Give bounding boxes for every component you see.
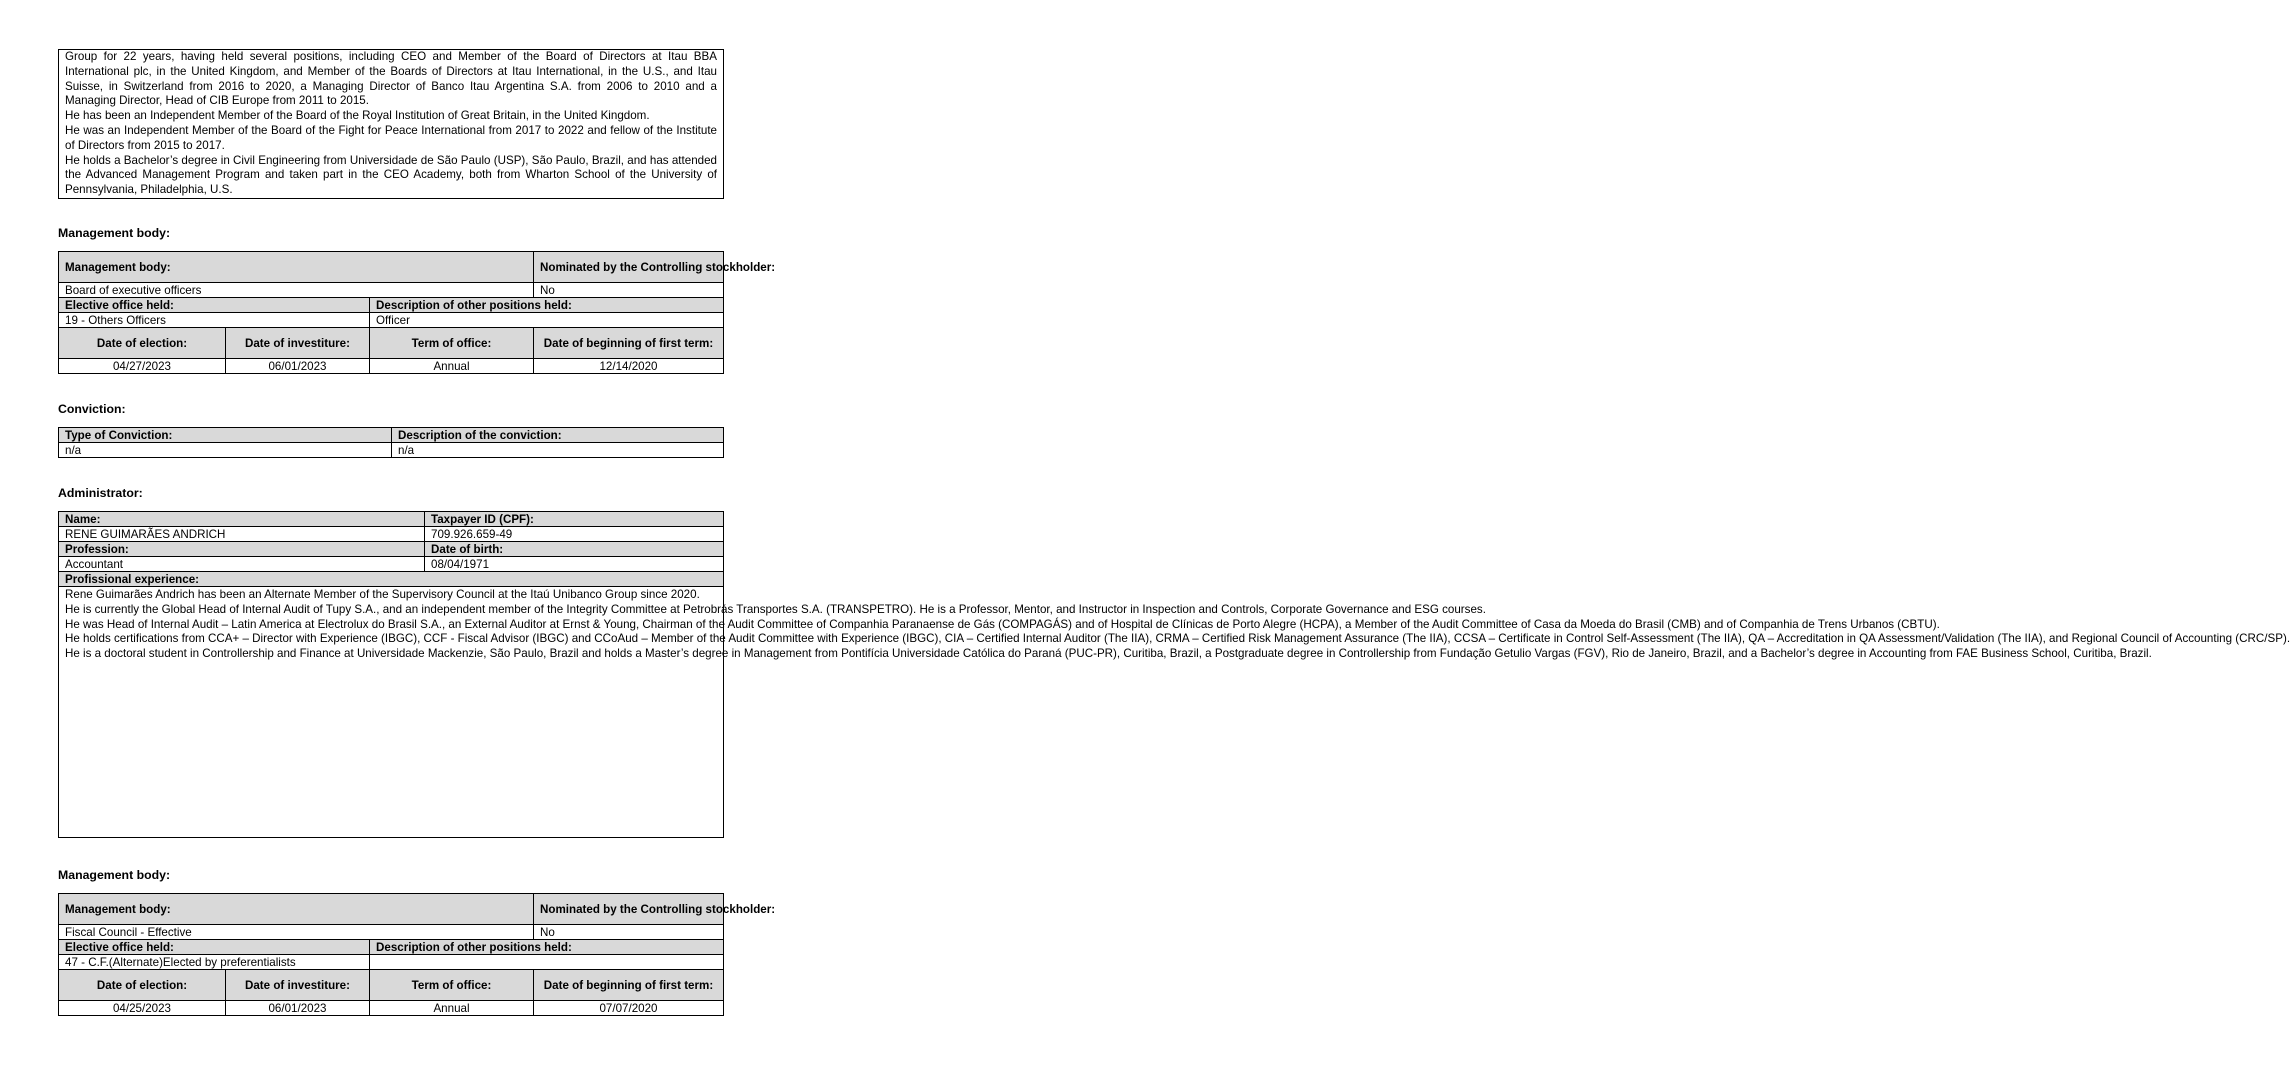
- elective-office-value: 47 - C.F.(Alternate)Elected by preferentialists: [59, 955, 370, 970]
- management-body-label: Management body:: [59, 894, 534, 925]
- intro-paragraph: He holds a Bachelor’s degree in Civil Engineering from Universidade de São Paulo (USP), São Paulo, Brazil, and has attended the Advanced Management Program and taken part in the CEO Academy, both from Wharton School of the University of Pennsylvania, Philadelphia, U.S.: [65, 153, 717, 197]
- experience-label: Profissional experience:: [59, 572, 724, 587]
- other-positions-label: Description of other positions held:: [370, 298, 724, 313]
- profession-value: Accountant: [59, 557, 425, 572]
- intro-paragraph: Group for 22 years, having held several positions, including CEO and Member of the Board of Directors at Itau BBA International plc, in the United Kingdom, and Member of the Boards of Directors at Itau International, in the U.S., and Itau Suisse, in Switzerland from 2016 to 2020, a Managing Director of Banco Itau Argentina S.A. from 2006 to 2010 and a Managing Director, Head of CIB Europe from 2011 to 2015.: [65, 50, 717, 108]
- conviction-table: [58, 427, 724, 458]
- management-body-table: [58, 893, 776, 1016]
- management-body-heading: Management body:: [58, 226, 171, 240]
- nominated-value: No: [534, 283, 724, 298]
- experience-paragraph: He was Head of Internal Audit – Latin America at Electrolux do Brasil S.A., an External Auditor at Ernst & Young, Chairman of the Audit Committee of Companhia Paranaense de Gás (COMPAGÁS) and of Hospital de Clínicas de Porto Alegre (HCPA), a Member of the Audit Committee of Casa da Moeda do Brasil (CMB) and of Companhia de Trens Urbanos (CBTU).: [65, 617, 1940, 631]
- experience-cell: [59, 587, 2290, 838]
- first-term-date-value: 12/14/2020: [534, 359, 724, 374]
- birth-date-label: Date of birth:: [425, 542, 724, 557]
- cpf-label: Taxpayer ID (CPF):: [425, 512, 724, 527]
- conviction-type-label: Type of Conviction:: [59, 428, 392, 443]
- intro-paragraph: He has been an Independent Member of the Board of the Royal Institution of Great Britain, in the United Kingdom.: [65, 109, 650, 123]
- term-of-office-value: Annual: [370, 359, 534, 374]
- election-date-value: 04/25/2023: [59, 1001, 226, 1016]
- election-date-label: Date of election:: [59, 328, 226, 359]
- elective-office-value: 19 - Others Officers: [59, 313, 370, 328]
- management-body-label: Management body:: [59, 252, 534, 283]
- elective-office-label: Elective office held:: [59, 940, 370, 955]
- other-positions-value: Officer: [370, 313, 724, 328]
- election-date-label: Date of election:: [59, 970, 226, 1001]
- investiture-date-value: 06/01/2023: [226, 1001, 370, 1016]
- profession-label: Profession:: [59, 542, 425, 557]
- management-body-table: [58, 251, 776, 374]
- experience-paragraph: Rene Guimarães Andrich has been an Alternate Member of the Supervisory Council at the Itaú Unibanco Group since 2020.: [65, 588, 700, 601]
- intro-experience-box: [58, 49, 724, 199]
- term-of-office-label: Term of office:: [370, 328, 534, 359]
- name-value: RENE GUIMARÃES ANDRICH: [59, 527, 425, 542]
- nominated-label: Nominated by the Controlling stockholder:: [534, 894, 724, 925]
- conviction-description-label: Description of the conviction:: [392, 428, 724, 443]
- administrator-heading: Administrator:: [58, 486, 143, 500]
- first-term-date-label: Date of beginning of first term:: [534, 970, 724, 1001]
- nominated-value: No: [534, 925, 724, 940]
- management-body-value: Fiscal Council - Effective: [59, 925, 534, 940]
- nominated-label: Nominated by the Controlling stockholder:: [534, 252, 724, 283]
- conviction-type-value: n/a: [59, 443, 392, 458]
- elective-office-label: Elective office held:: [59, 298, 370, 313]
- investiture-date-label: Date of investiture:: [226, 328, 370, 359]
- other-positions-value: [370, 955, 724, 970]
- cpf-value: 709.926.659-49: [425, 527, 724, 542]
- birth-date-value: 08/04/1971: [425, 557, 724, 572]
- investiture-date-label: Date of investiture:: [226, 970, 370, 1001]
- administrator-table: [58, 511, 2290, 838]
- experience-paragraph: He holds certifications from CCA+ – Director with Experience (IBGC), CCF - Fiscal Advisor (IBGC) and CCoAud – Member of the Audit Committee with Experience (IBGC), CIA – Certified Internal Auditor (The IIA), CRMA – Certified Risk Management Assurance (The IIA), CCSA – Certificate in Control Self-Assessment (The IIA), QA – Accreditation in QA Assessment/Validation (The IIA), and Regional Council of Accounting (CRC/SP).: [65, 632, 2290, 646]
- term-of-office-value: Annual: [370, 1001, 534, 1016]
- conviction-description-value: n/a: [392, 443, 724, 458]
- name-label: Name:: [59, 512, 425, 527]
- first-term-date-label: Date of beginning of first term:: [534, 328, 724, 359]
- intro-paragraph: He was an Independent Member of the Board of the Fight for Peace International from 2017 to 2022 and fellow of the Institute of Directors from 2015 to 2017.: [65, 123, 717, 152]
- management-body-heading: Management body:: [58, 868, 171, 882]
- other-positions-label: Description of other positions held:: [370, 940, 724, 955]
- management-body-value: Board of executive officers: [59, 283, 534, 298]
- experience-paragraph: He is currently the Global Head of Internal Audit of Tupy S.A., and an independent member of the Integrity Committee at Petrobrás Transportes S.A. (TRANSPETRO). He is a Professor, Mentor, and Instructor in Inspection and Controls, Corporate Governance and ESG courses.: [65, 602, 1486, 616]
- election-date-value: 04/27/2023: [59, 359, 226, 374]
- investiture-date-value: 06/01/2023: [226, 359, 370, 374]
- conviction-heading: Conviction:: [58, 402, 126, 416]
- experience-paragraph: He is a doctoral student in Controllership and Finance at Universidade Mackenzie, São Paulo, Brazil and holds a Master’s degree in Management from Pontifícia Universidade Católica do Paraná (PUC-PR), Curitiba, Brazil, a Postgraduate degree in Controllership from Fundação Getulio Vargas (FGV), Rio de Janeiro, Brazil, and a Bachelor’s degree in Accounting from FAE Business School, Curitiba, Brazil.: [65, 647, 2152, 661]
- first-term-date-value: 07/07/2020: [534, 1001, 724, 1016]
- term-of-office-label: Term of office:: [370, 970, 534, 1001]
